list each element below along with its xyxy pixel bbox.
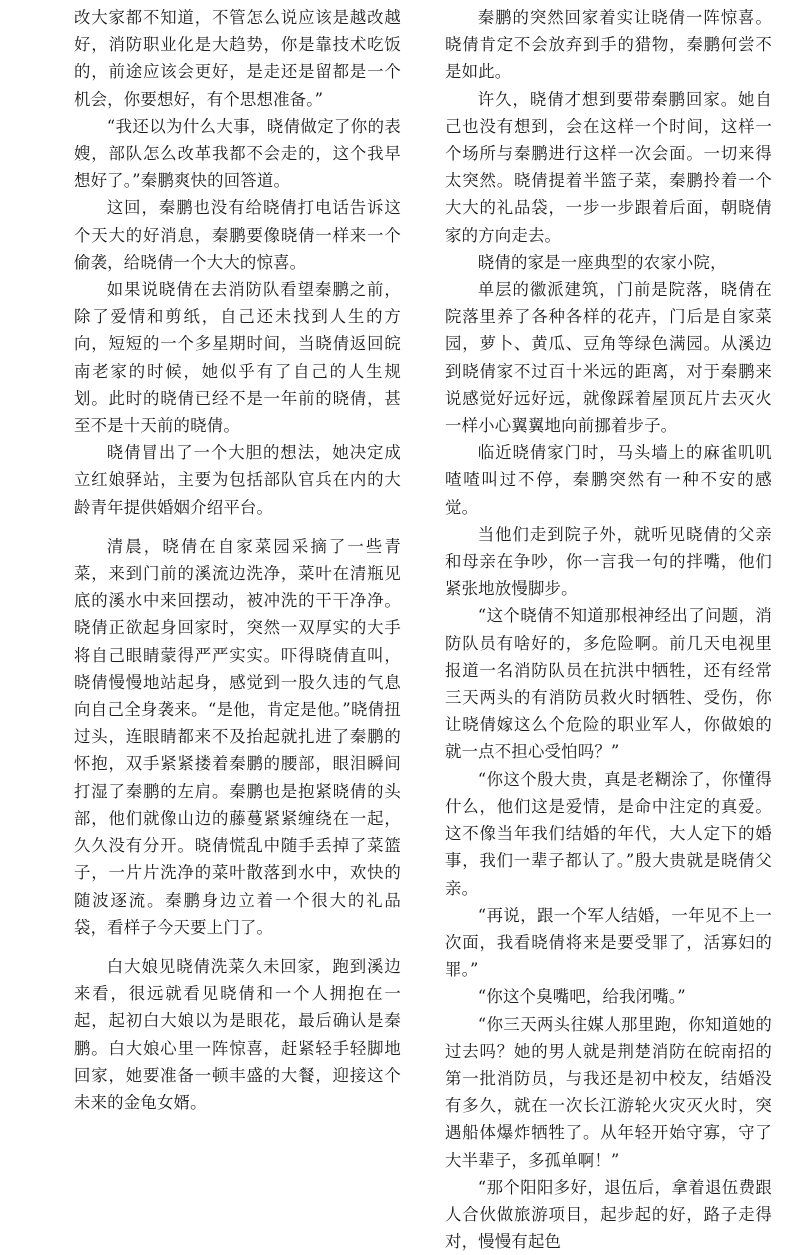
paragraph: “你这个殷大贵，真是老糊涂了，你懂得什么，他们这是爱情，是命中注定的真爱。这不像当年我们结婚的年代，大人定下的婚事，我们一辈子都认了。”殷大贵就是晓倩父亲。 (445, 769, 772, 898)
paragraph: “我还以为什么大事，晓倩做定了你的表嫂，部队怎么改革我都不会走的，这个我早想好了。”秦鹏爽快的回答道。 (74, 116, 401, 191)
paragraph: 晓倩冒出了一个大胆的想法，她决定成立红娘驿站，主要为包括部队官兵在内的大龄青年提供婚姻介绍平台。 (74, 443, 401, 517)
paragraph: 秦鹏的突然回家着实让晓倩一阵惊喜。晓倩肯定不会放弃到手的猎物，秦鹏何尝不是如此。 (445, 8, 772, 82)
paragraph: 单层的徽派建筑，门前是院落，晓倩在院落里养了各种各样的花卉，门后是自家菜园，萝卜、黄瓜、豆角等绿色满园。从溪边到晓倩家不过百十米远的距离，对于秦鹏来说感觉好远好远，就像踩着屋顶瓦片去灭火一样小心翼翼地向前挪着步子。 (445, 280, 772, 436)
paragraph: 如果说晓倩在去消防队看望秦鹏之前，除了爱情和剪纸，自己还未找到人生的方向，短短的一个多星期时间，当晓倩返回皖南老家的时候，她似乎有了自己的人生规划。此时的晓倩已经不是一年前的晓倩，甚至不是十天前的晓倩。 (74, 280, 401, 436)
paragraph: 清晨，晓倩在自家菜园采摘了一些青菜，来到门前的溪流边洗净，菜叶在清瓶见底的溪水中来回摆动，被冲洗的干干净净。晓倩正欲起身回家时，突然一双厚实的大手将自己眼睛蒙得严严实实。吓得晓倩直叫，晓倩慢慢地站起身，感觉到一股久违的气息向自己全身袭来。“是他，肯定是他。”晓倩扭过头，连眼睛都来不及抬起就扎进了秦鹏的怀抱，双手紧紧搂着秦鹏的腰部，眼泪瞬间打湿了秦鹏的左肩。秦鹏也是抱紧晓倩的头部，他们就像山边的藤蔓紧紧缠绕在一起，久久没有分开。晓倩慌乱中随手丢掉了菜篮子，一片片洗净的菜叶散落到水中，欢快的随波逐流。秦鹏身边立着一个很大的礼品袋，看样子今天要上门了。 (74, 536, 401, 937)
paragraph: 白大娘见晓倩洗菜久未回家，跑到溪边来看，很远就看见晓倩和一个人拥抱在一起，起初白大娘以为是眼花，最后确认是秦鹏。白大娘心里一阵惊喜，赶紧轻手轻脚地回家，她要准备一顿丰盛的大餐，迎接这个未来的金龟女婿。 (74, 956, 401, 1112)
paragraph: 临近晓倩家门时，马头墙上的麻雀叽叽喳喳叫过不停，秦鹏突然有一种不安的感觉。 (445, 443, 772, 517)
paragraph: “再说，跟一个军人结婚，一年见不上一次面，我看晓倩将来是要受罪了，活寡妇的罪。” (445, 905, 772, 980)
right-text-column (445, 4, 772, 1252)
paragraph: “这个晓倩不知道那根神经出了问题，消防队员有啥好的，多危险啊。前几天电视里报道一名消防队员在抗洪中牺牲，还有经常三天两头的有消防员救火时牺牲、受伤，你让晓倩嫁这么个危险的职业军人，你做娘的就一点不担心受怕吗？” (445, 606, 772, 762)
paragraph: “你三天两头往媒人那里跑，你知道她的过去吗？她的男人就是荆楚消防在皖南招的第一批消防员，与我还是初中校友，结婚没有多久，就在一次长江游轮火灾灭火时，突遇船体爆炸牺牲了。从年轻开始守寡，守了大半辈子，多孤单啊！” (445, 1014, 772, 1170)
paragraph: “那个阳阳多好，退伍后，拿着退伍费跟人合伙做旅游项目，起步起的好，路子走得对，慢慢有起色 (445, 1177, 772, 1252)
paragraph: 当他们走到院子外，就听见晓倩的父亲和母亲在争吵，你一言我一句的拌嘴，他们紧张地放慢脚步。 (445, 524, 772, 599)
left-text-column (74, 4, 401, 1112)
paragraph: 这回，秦鹏也没有给晓倩打电话告诉这个天大的好消息，秦鹏要像晓倩一样来一个偷袭，给晓倩一个大大的惊喜。 (74, 198, 401, 272)
paragraph: 许久，晓倩才想到要带秦鹏回家。她自己也没有想到，会在这样一个时间，这样一个场所与秦鹏进行这样一次会面。一切来得太突然。晓倩提着半篮子菜，秦鹏拎着一个大大的礼品袋，一步一步跟着后面，朝晓倩家的方向走去。 (445, 89, 772, 245)
paragraph: “你这个臭嘴吧，给我闭嘴。” (477, 987, 686, 1007)
paragraph: 晓倩的家是一座典型的农家小院， (477, 252, 727, 272)
paragraph: 改大家都不知道，不管怎么说应该是越改越好，消防职业化是大趋势，你是靠技术吃饭的，前途应该会更好，是走还是留都是一个机会，你要想好，有个思想准备。” (74, 8, 401, 109)
